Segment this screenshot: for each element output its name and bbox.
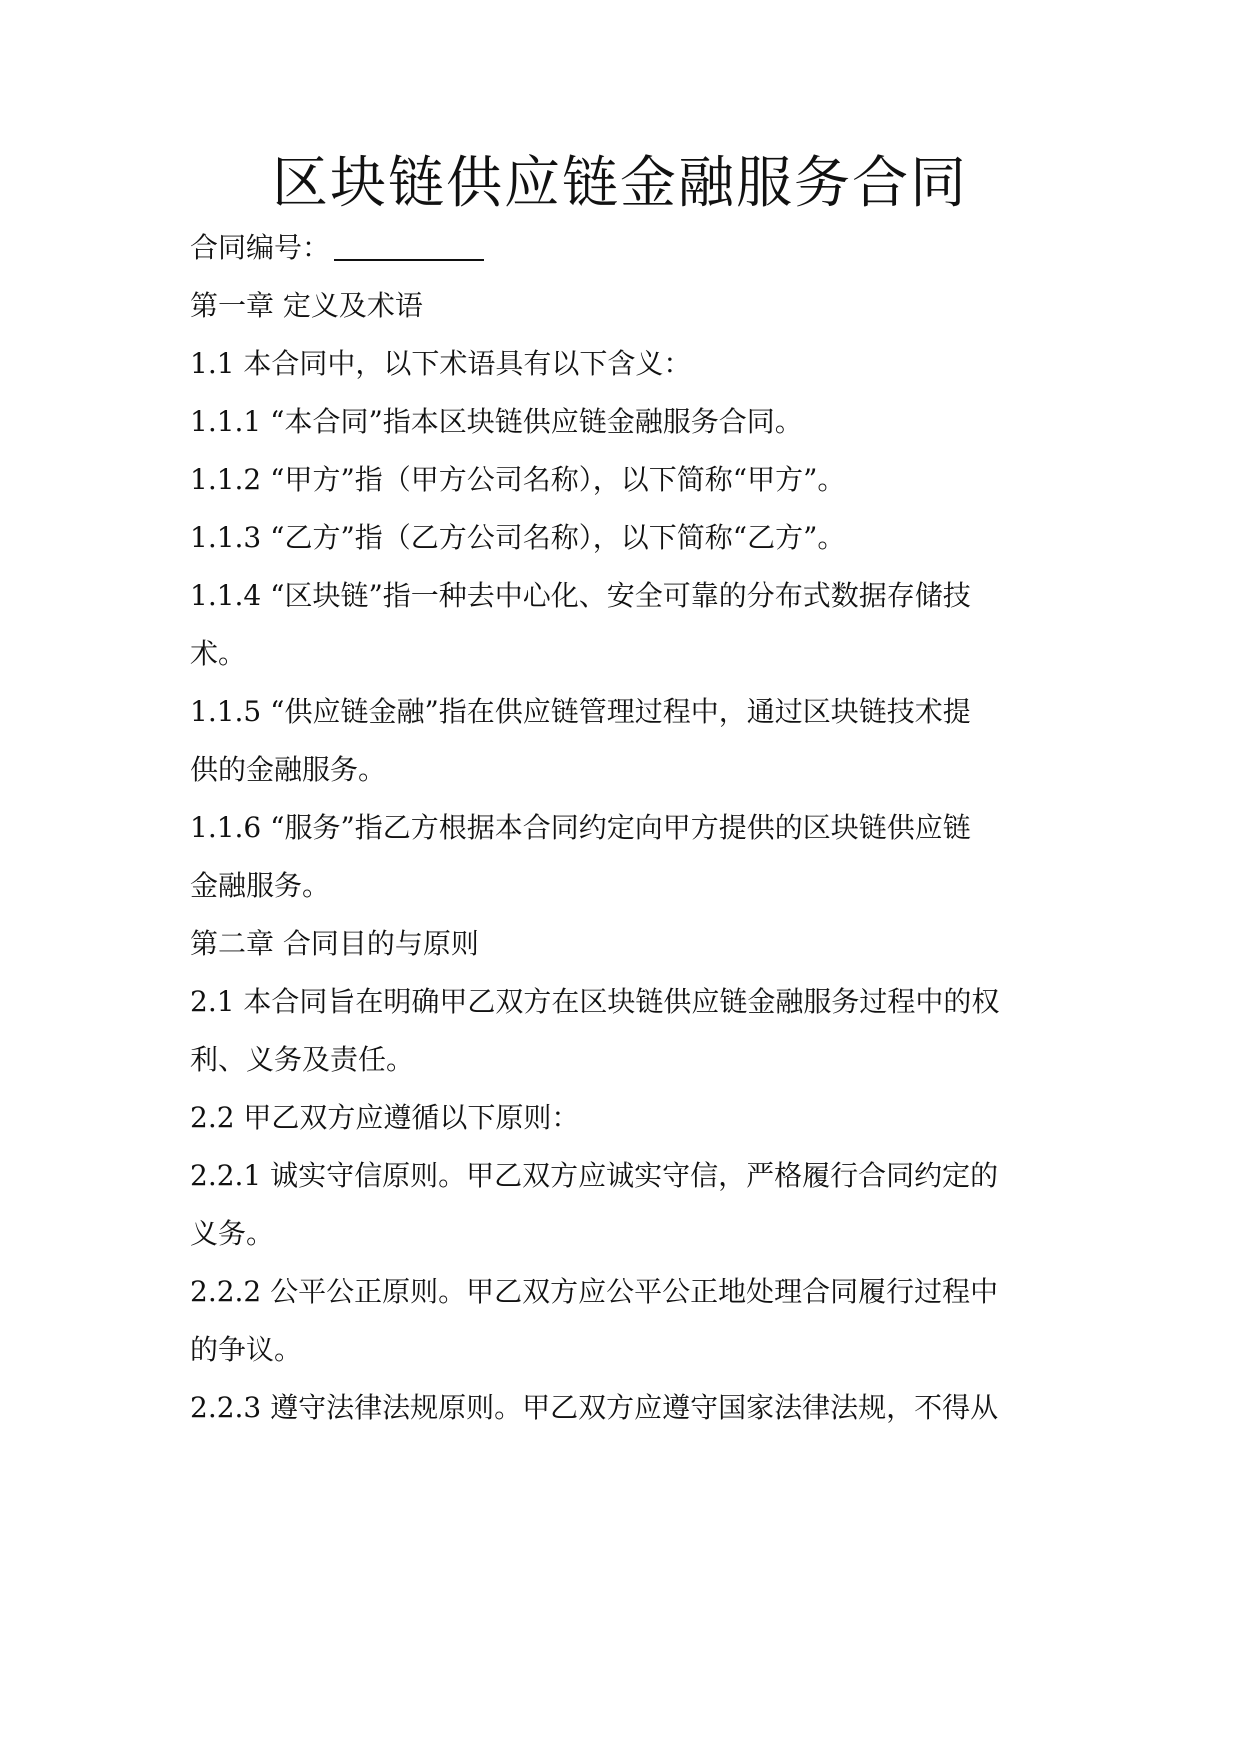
clause-continuation: 术。 [190,637,247,670]
clause-line: 1.1.5 “供应链金融”指在供应链管理过程中，通过区块链技术提 [190,695,971,728]
clause-line: 1.1.1 “本合同”指本区块链供应链金融服务合同。 [190,405,803,438]
chapter-heading: 第一章 定义及术语 [190,289,423,322]
chapter-heading: 第二章 合同目的与原则 [190,927,479,960]
clause-continuation: 金融服务。 [190,869,331,902]
contract-number-label: 合同编号： [190,231,331,264]
clause-line: 2.2 甲乙双方应遵循以下原则： [190,1101,580,1134]
clause-continuation: 义务。 [190,1217,275,1250]
clause-line: 1.1.4 “区块链”指一种去中心化、安全可靠的分布式数据存储技 [190,579,971,612]
contract-number-blank [334,233,484,261]
clause-line: 2.2.1 诚实守信原则。甲乙双方应诚实守信，严格履行合同约定的 [190,1159,999,1192]
clause-line: 2.2.3 遵守法律法规原则。甲乙双方应遵守国家法律法规，不得从 [190,1391,999,1424]
clause-continuation: 供的金融服务。 [190,753,387,786]
clause-line: 1.1 本合同中，以下术语具有以下含义： [190,347,692,380]
clause-line: 1.1.3 “乙方”指（乙方公司名称），以下简称“乙方”。 [190,521,846,554]
clause-continuation: 的争议。 [190,1333,303,1366]
clause-line: 2.1 本合同旨在明确甲乙双方在区块链供应链金融服务过程中的权 [190,985,1000,1018]
clause-line: 1.1.2 “甲方”指（甲方公司名称），以下简称“甲方”。 [190,463,846,496]
clause-continuation: 利、义务及责任。 [190,1043,415,1076]
clause-line: 2.2.2 公平公正原则。甲乙双方应公平公正地处理合同履行过程中 [190,1275,999,1308]
clause-line: 1.1.6 “服务”指乙方根据本合同约定向甲方提供的区块链供应链 [190,811,971,844]
document-title: 区块链供应链金融服务合同 [272,151,968,216]
contract-number-line [190,228,1070,268]
